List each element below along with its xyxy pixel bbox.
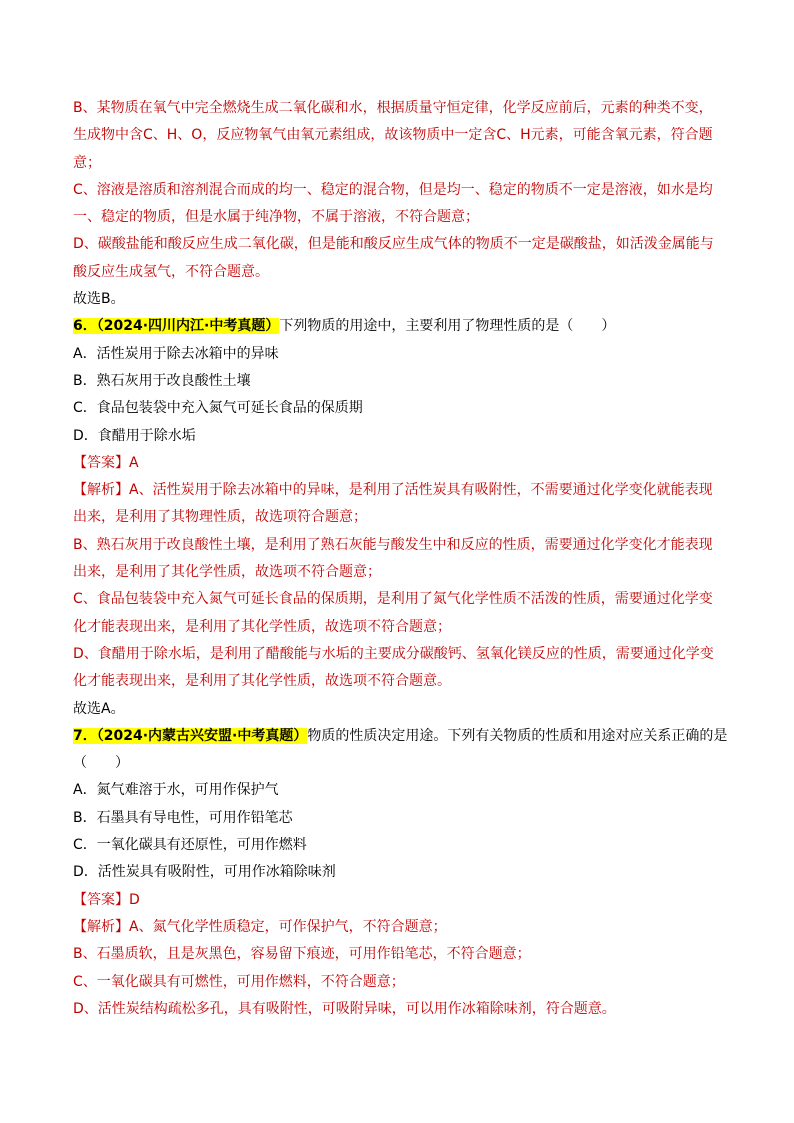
option-c: C．食品包装袋中充入氮气可延长食品的保质期 [73,400,363,417]
answer-value: D [129,891,140,908]
option-c: C．一氧化碳具有还原性，可用作燃料 [73,837,307,854]
prev-analysis-line: 一、稳定的物质，但是水属于纯净物，不属于溶液，不符合题意； [73,209,479,226]
prev-analysis-line: D、碳酸盐能和酸反应生成二氧化碳，但是能和酸反应生成气体的物质不一定是碳酸盐，如活泼金属能与 [73,236,714,253]
document-page [73,95,728,1023]
analysis-line: B、石墨质软，且是灰黑色，容易留下痕迹，可用作铅笔芯，不符合题意； [73,946,531,963]
question-source-tag: （2024·四川内江·中考真题） [96,318,280,335]
option-a: A．氮气难溶于水，可用作保护气 [73,782,279,799]
analysis-line: C、一氧化碳具有可燃性，可用作燃料，不符合题意； [73,973,405,990]
analysis-line: 出来，是利用了其物理性质，故选项符合题意； [73,509,367,526]
option-d: D．食醋用于除水垢 [73,427,196,444]
analysis-line: 化才能表现出来，是利用了其化学性质，故选项不符合题意； [73,618,451,635]
analysis-line: 化才能表现出来，是利用了其化学性质，故选项不符合题意。 [73,673,451,690]
option-a: A．活性炭用于除去冰箱中的异味 [73,345,279,362]
analysis-line: 出来，是利用了其化学性质，故选项不符合题意； [73,564,381,581]
prev-choice: 故选B。 [73,291,125,308]
answer-label: 【答案】 [73,891,129,908]
analysis-text: A、活性炭用于除去冰箱中的异味，是利用了活性炭具有吸附性，不需要通过化学变化就能表现 [129,482,713,499]
analysis-line: B、熟石灰用于改良酸性土壤，是利用了熟石灰能与酸发生中和反应的性质，需要通过化学变化才能表现 [73,536,713,553]
answer-line [73,450,723,477]
answer-line [73,887,723,914]
prev-analysis-line: B、某物质在氧气中完全燃烧生成二氧化碳和水，根据质量守恒定律，化学反应前后，元素的种类不变， [73,100,713,116]
prev-analysis-line: 生成物中含C、H、O，反应物氧气由氧元素组成，故该物质中一定含C、H元素，可能含氧元素，符合题 [73,127,713,144]
answer-label: 【答案】 [73,454,129,471]
question-bracket: （ ） [73,755,129,772]
analysis-text: A、氮气化学性质稳定，可作保护气，不符合题意； [129,918,447,935]
option-b: B．石墨具有导电性，可用作铅笔芯 [73,809,293,826]
question-text: 物质的性质决定用途。下列有关物质的性质和用途对应关系正确的是 [307,727,728,744]
answer-value: A [129,454,139,471]
prev-analysis-line: 意； [73,154,101,171]
analysis-line: D、活性炭结构疏松多孔，具有吸附性，可吸附异味，可以用作冰箱除味剂，符合题意。 [73,1000,616,1017]
analysis-line: D、食醋用于除水垢，是利用了醋酸能与水垢的主要成分碳酸钙、氢氧化镁反应的性质，需要通过化学变 [73,645,714,662]
question-source-tag: （2024·内蒙古兴安盟·中考真题） [96,727,308,744]
option-b: B．熟石灰用于改良酸性土壤 [73,372,251,389]
question-text: 下列物质的用途中，主要利用了物理性质的是（ ） [279,318,616,335]
analysis-label: 【解析】 [73,482,129,499]
analysis-line: C、食品包装袋中充入氮气可延长食品的保质期，是利用了氮气化学性质不活泼的性质，需要通过化学变 [73,591,713,608]
question-7-stem [73,723,728,750]
analysis-label: 【解析】 [73,918,129,935]
analysis-line [73,477,723,504]
choice-line: 故选A。 [73,700,125,717]
analysis-line [73,914,723,941]
question-6-stem [73,313,723,340]
prev-analysis-line: 酸反应生成氢气，不符合题意。 [73,263,269,280]
question-number: 7． [73,727,97,744]
question-number: 6． [73,318,97,335]
option-d: D．活性炭具有吸附性，可用作冰箱除味剂 [73,864,336,881]
prev-analysis-line: C、溶液是溶质和溶剂混合而成的均一、稳定的混合物，但是均一、稳定的物质不一定是溶液，如水是均 [73,181,713,198]
